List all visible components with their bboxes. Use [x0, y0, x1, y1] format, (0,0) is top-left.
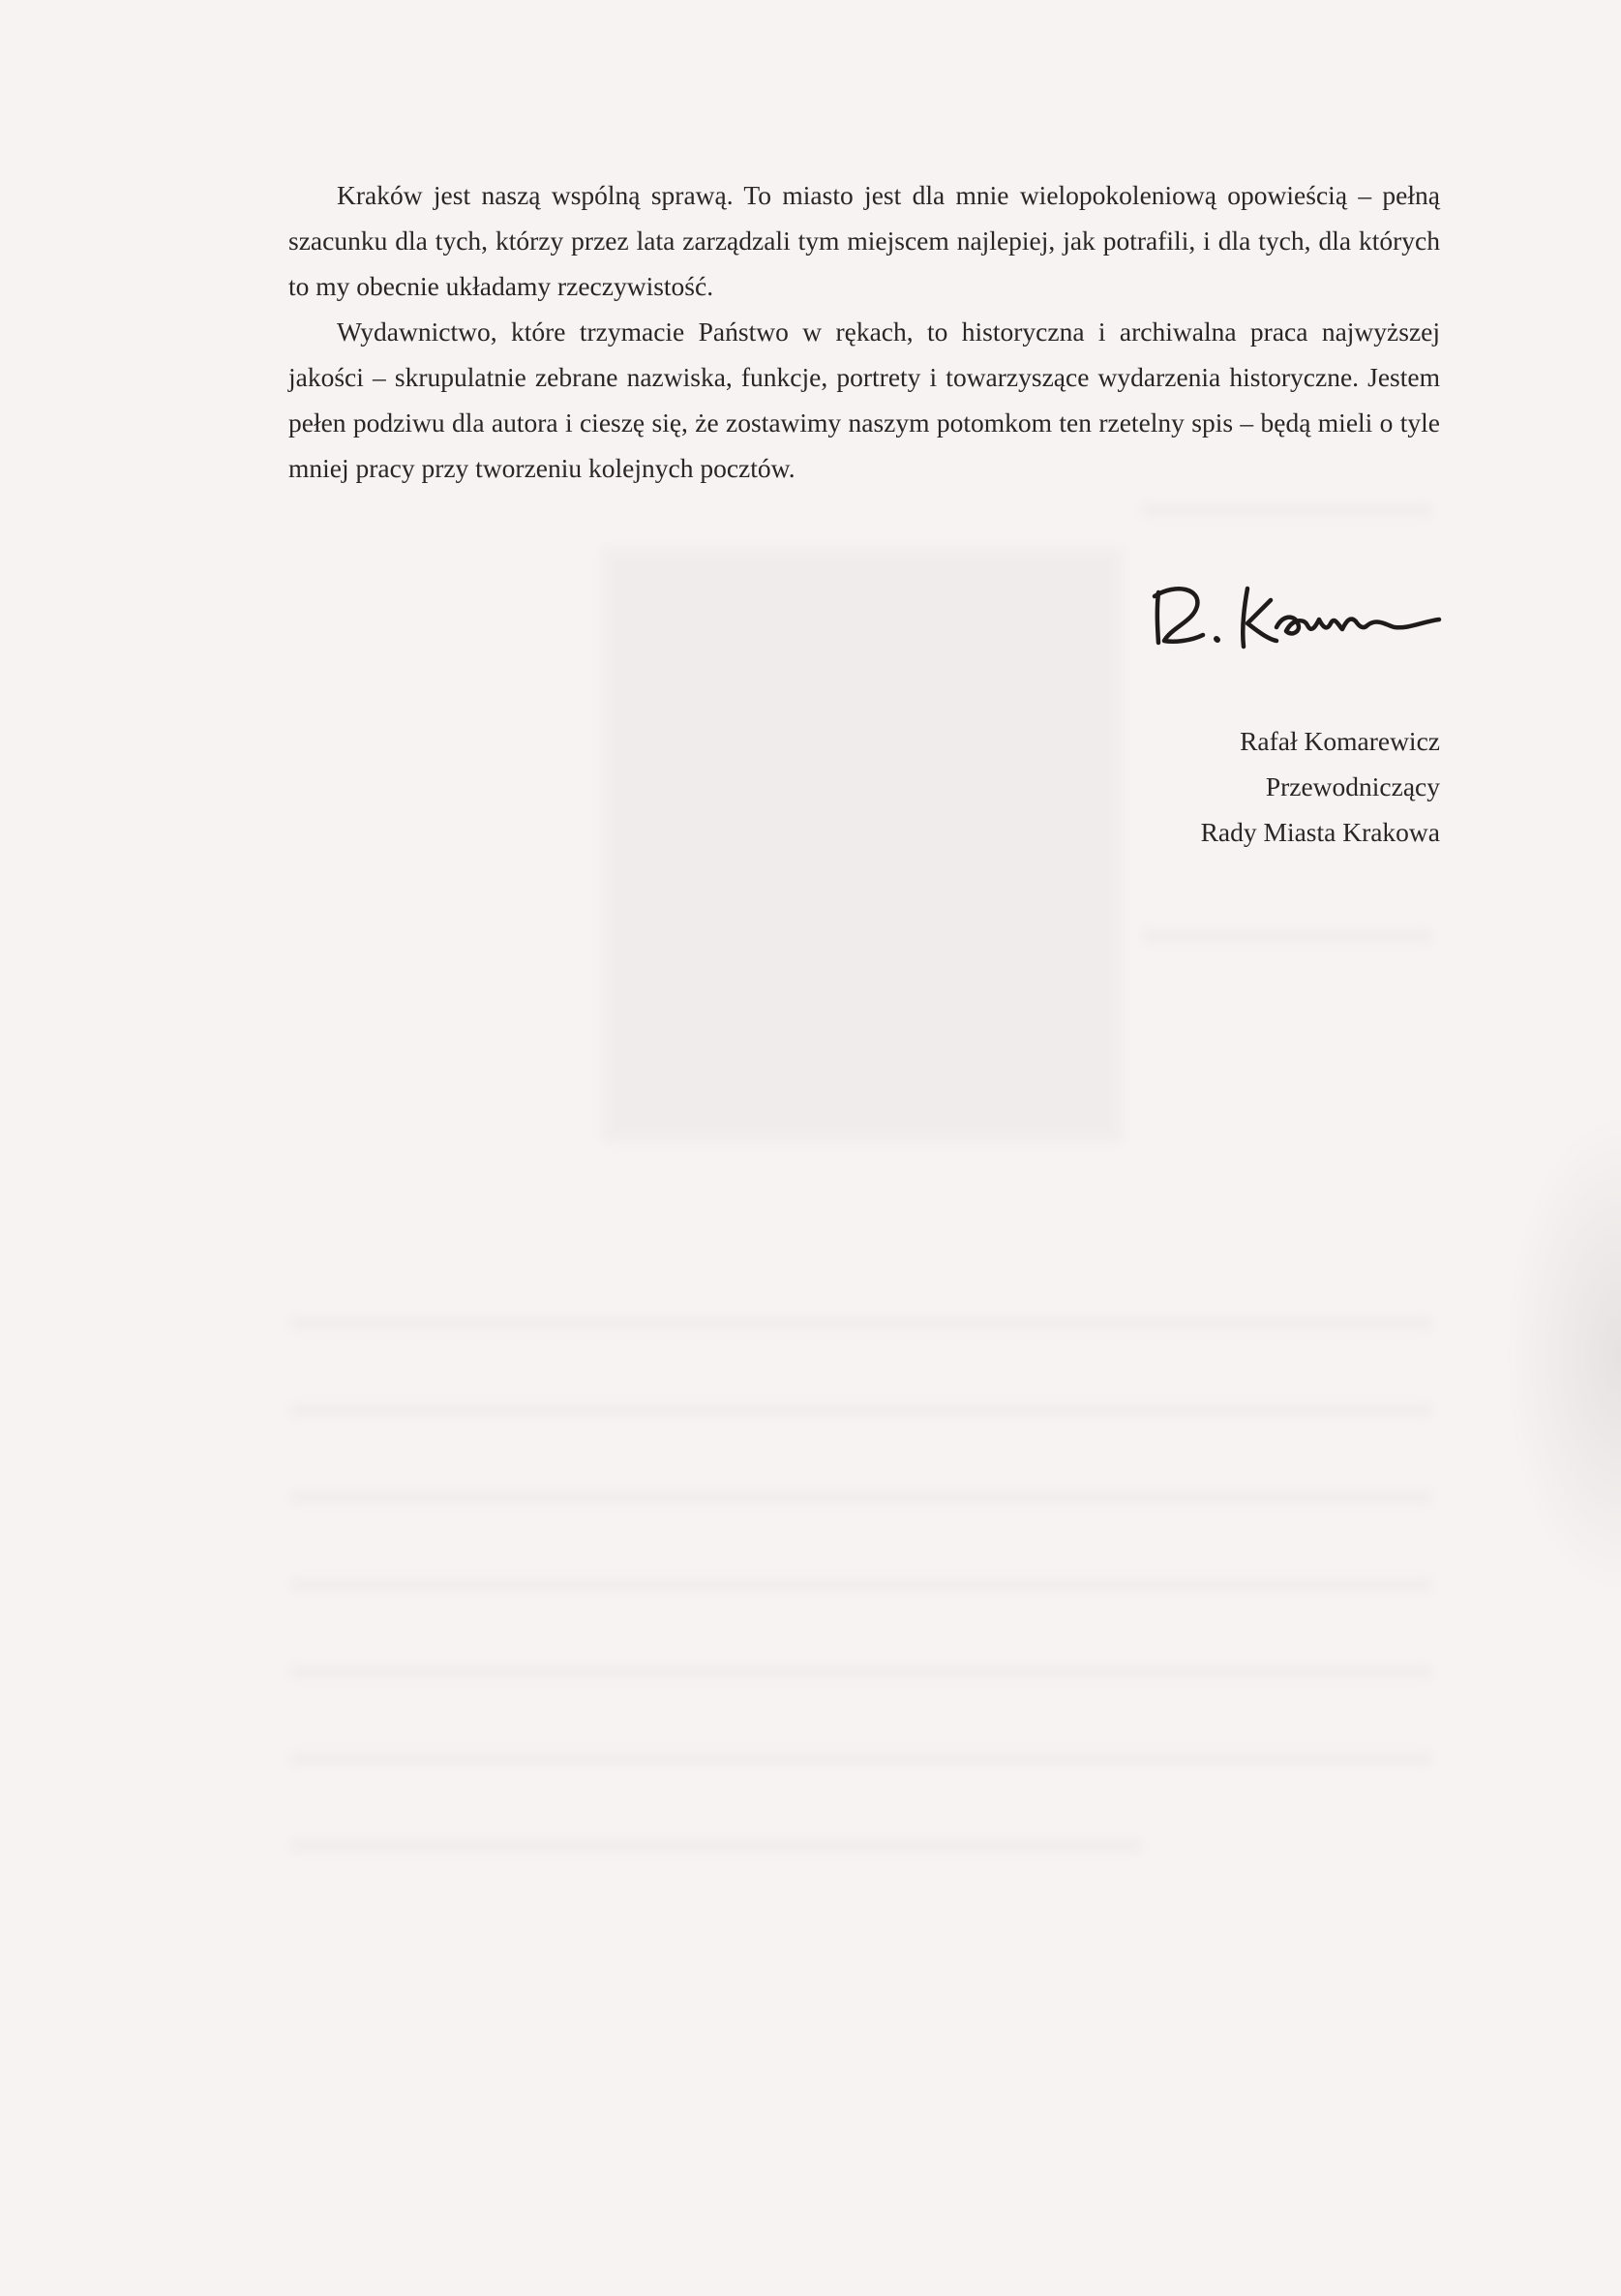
- show-through-line: [1142, 929, 1432, 943]
- signatory-role: Przewodniczący: [1265, 771, 1440, 801]
- letter-body: [288, 172, 1440, 491]
- page-stain: [1505, 1113, 1621, 1597]
- signatory-institution: Rady Miasta Krakowa: [1200, 817, 1440, 847]
- show-through-image: [602, 548, 1123, 1142]
- show-through-line: [290, 1839, 1142, 1853]
- show-through-line: [290, 1404, 1432, 1417]
- letter-paragraph: Kraków jest naszą wspólną sprawą. To miasto jest dla mnie wielopokoleniową opowieścią – pełną szacunku dla tych, którzy przez lata zarządzali tym miejscem najlepiej, jak potrafili, i dla tych, dla których to my obecnie układamy rzeczywistość.: [288, 180, 1440, 301]
- letter-paragraph: Wydawnictwo, które trzymacie Państwo w rękach, to historyczna i archiwalna praca najwyższej jakości – skrupulatnie zebrane nazwiska, funkcje, portrety i towarzyszące wydarzenia historyczne. Jestem pełen podziwu dla autora i cieszę się, że zostawimy naszym potomkom ten rzetelny spis – będą mieli o tyle mniej pracy przy tworzeniu kolejnych pocztów.: [288, 317, 1440, 483]
- show-through-line: [290, 1752, 1432, 1766]
- handwritten-signature: [1147, 571, 1447, 658]
- show-through-line: [290, 1316, 1432, 1330]
- show-through-line: [290, 1491, 1432, 1504]
- show-through-line: [290, 1665, 1432, 1678]
- signature-drawing: [1147, 571, 1447, 658]
- signoff-block: [1201, 718, 1440, 855]
- signatory-name: Rafał Komarewicz: [1240, 726, 1440, 756]
- show-through-line: [290, 1578, 1432, 1591]
- show-through-line: [1142, 503, 1432, 517]
